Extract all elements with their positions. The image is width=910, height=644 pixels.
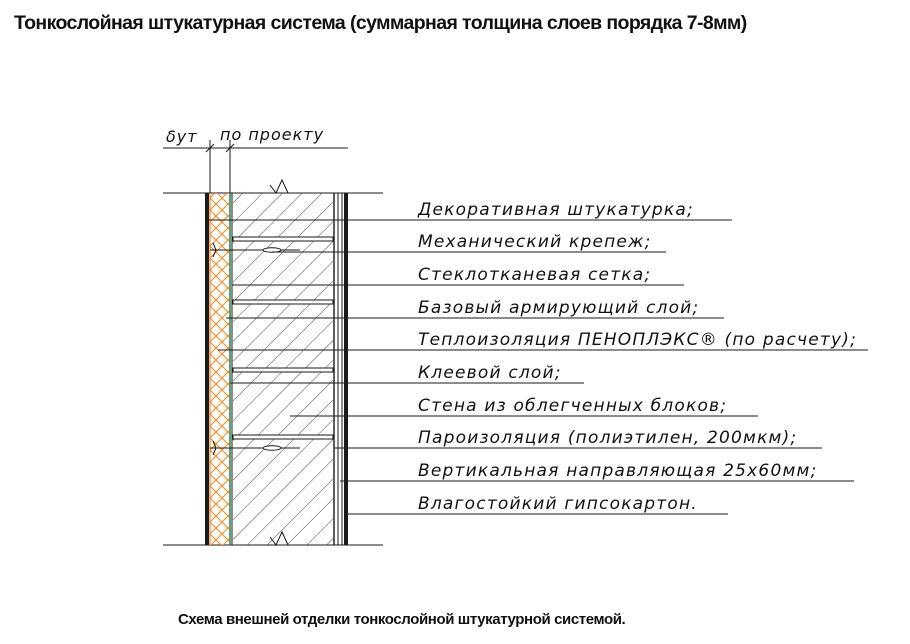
layer-label: Стена из облегченных блоков;: [418, 396, 728, 416]
layer-label: Стеклотканевая сетка;: [418, 265, 652, 285]
break-symbol-top: [270, 180, 288, 193]
layer-label: Клеевой слой;: [418, 363, 562, 383]
thickness-dimension: [163, 140, 348, 193]
layer-label: Механический крепеж;: [418, 232, 652, 252]
vertical-guide: [338, 193, 342, 545]
layer-label: Теплоизоляция ПЕНОПЛЭКС® (по расчету);: [418, 330, 858, 350]
layer-label: Базовый армирующий слой;: [418, 298, 700, 318]
layer-label: Пароизоляция (полиэтилен, 200мкм);: [418, 428, 798, 448]
layer-label: Влагостойкий гипсокартон.: [418, 494, 698, 514]
layer-label: Декоративная штукатурка;: [418, 200, 694, 220]
insulation-layer: [210, 193, 229, 545]
layer-label: Вертикальная направляющая 25х60мм;: [418, 461, 818, 481]
insulation-thickness-symbol: δут: [166, 127, 198, 146]
diagram-caption: Схема внешней отделки тонкослойной штукатурной системой.: [178, 611, 626, 628]
thickness-note: по проекту: [220, 125, 325, 144]
decorative-plaster-layer: [205, 193, 209, 545]
page-title: Тонкослойная штукатурная система (суммарная толщина слоев порядка 7-8мм): [14, 12, 747, 34]
drywall-layer: [344, 193, 348, 545]
